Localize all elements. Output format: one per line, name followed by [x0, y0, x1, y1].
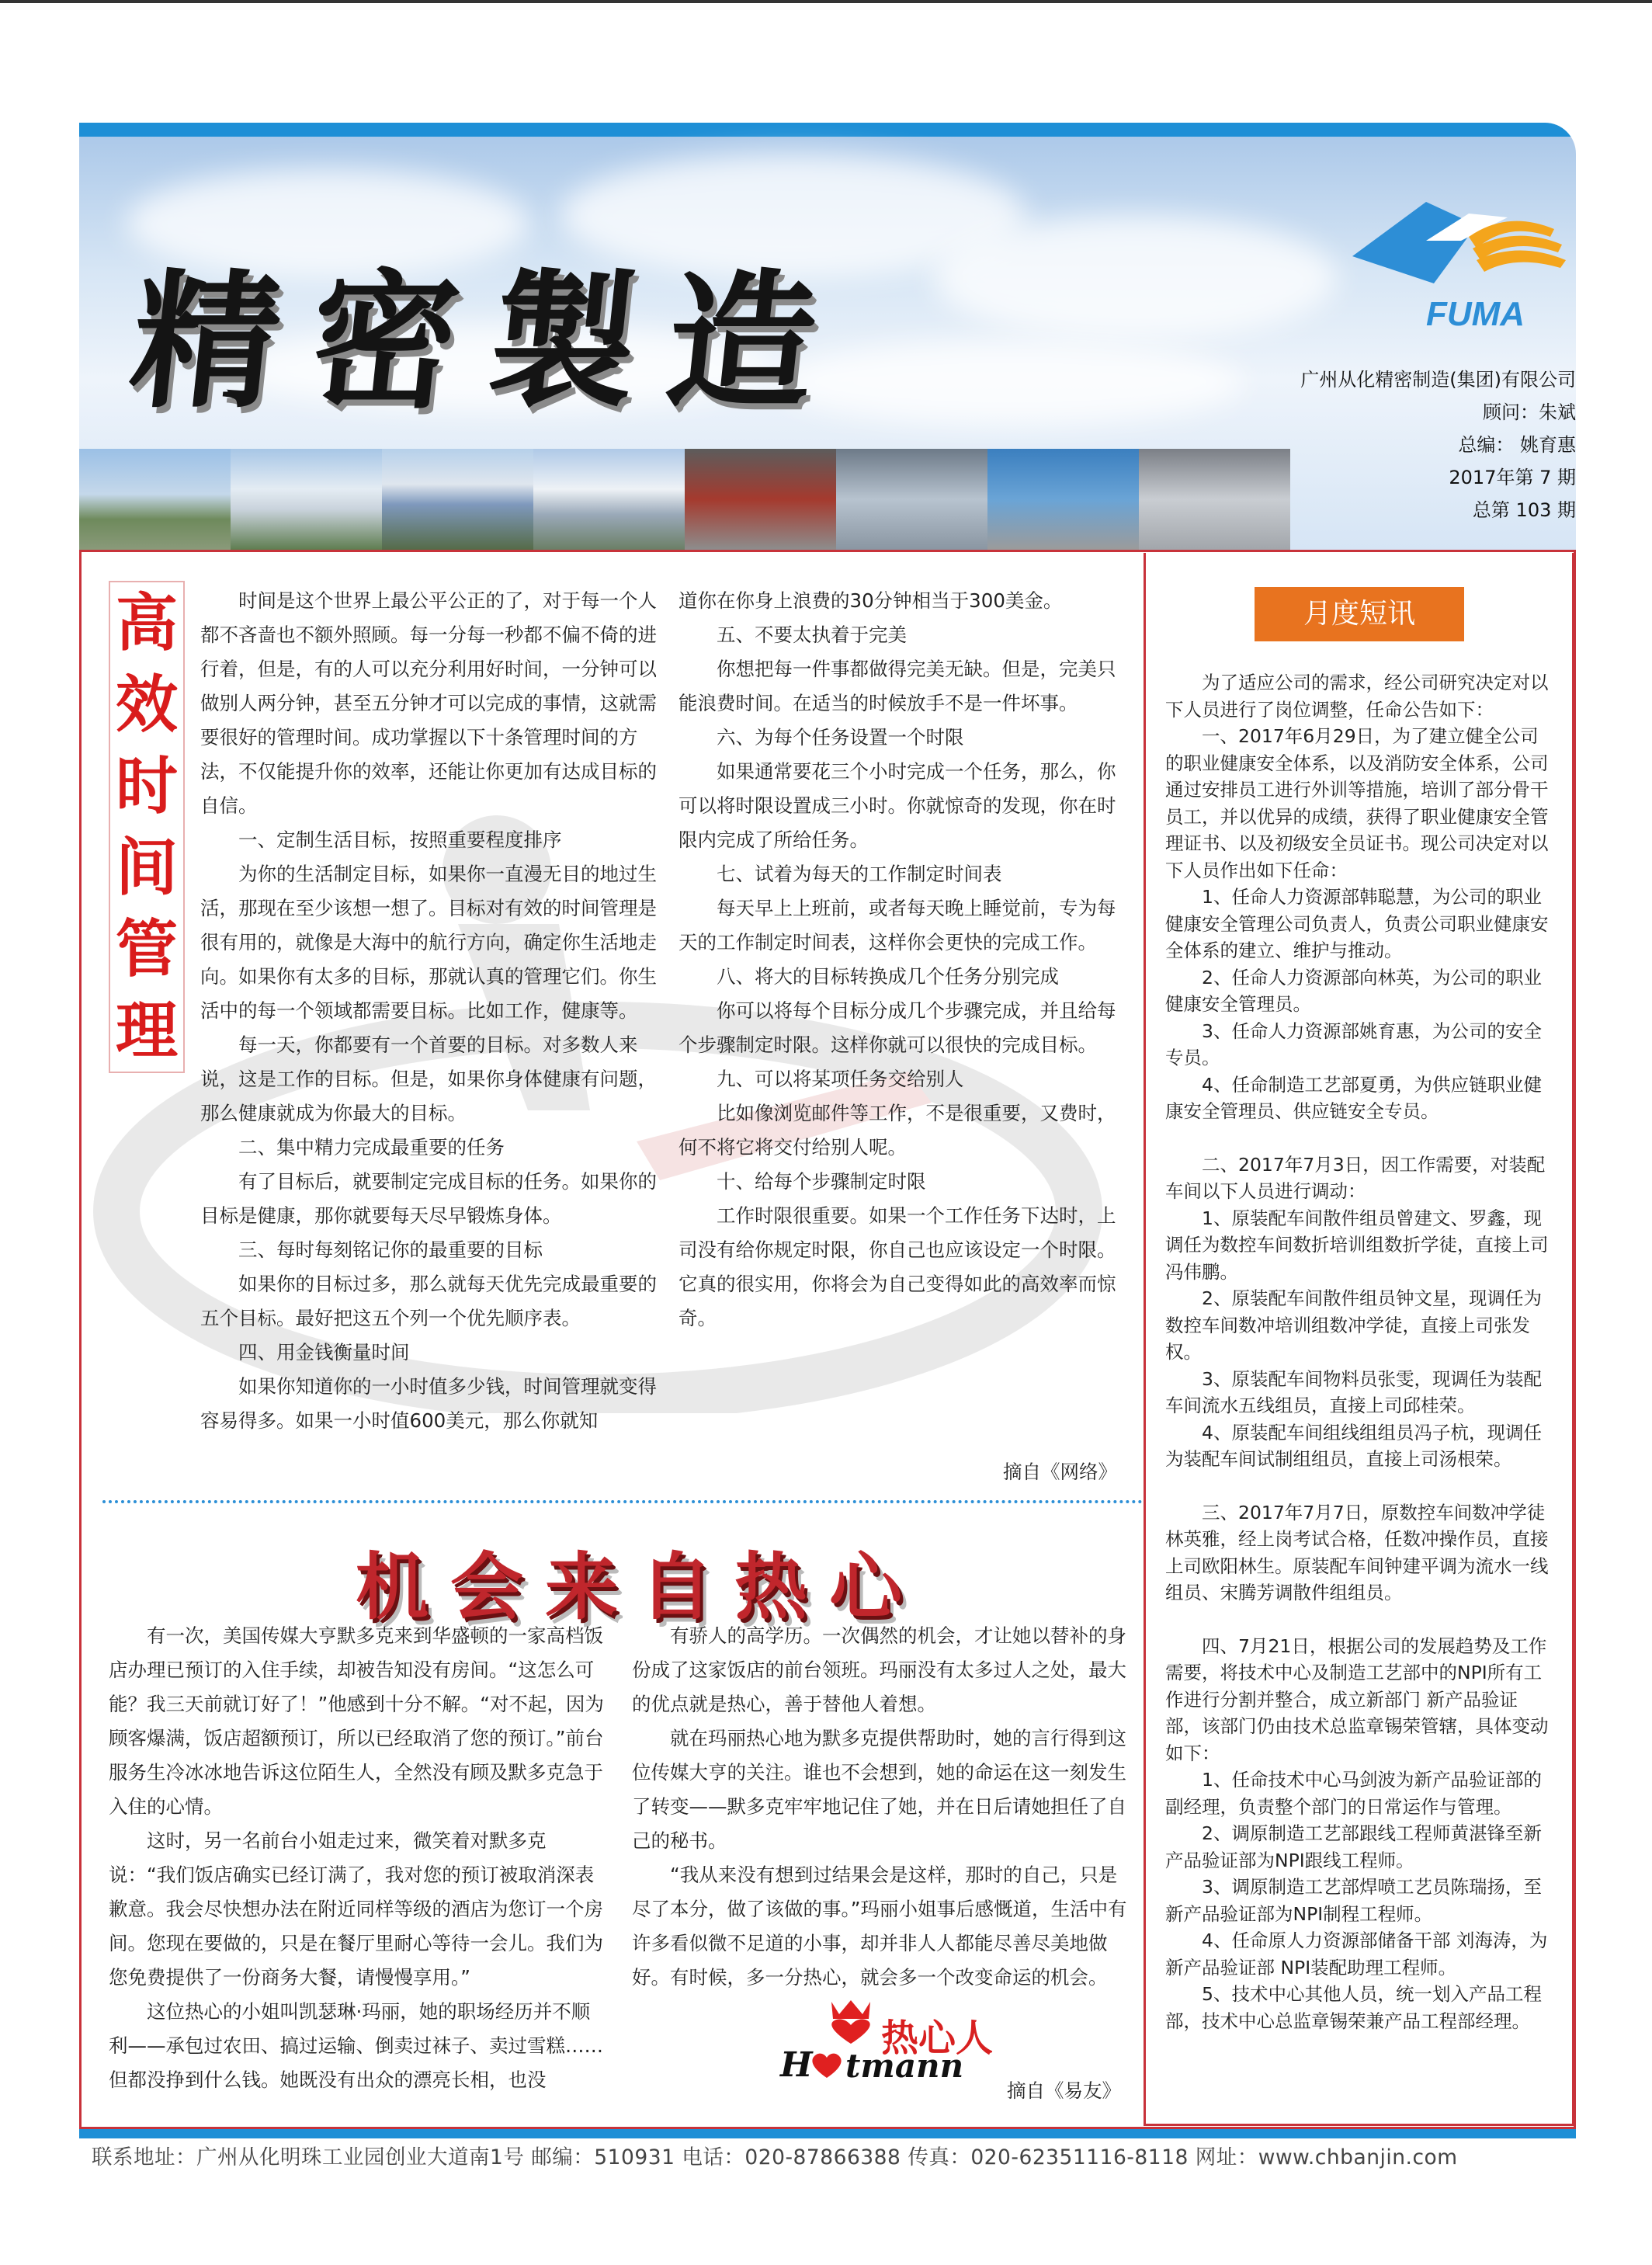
hotmann-logo-en: tmann [845, 2047, 964, 2085]
paragraph [1165, 1125, 1553, 1152]
paragraph: 有了目标后，就要制定完成目标的任务。如果你的目标是健康，那你就要每天尽早锻炼身体。 [200, 1170, 657, 1227]
paragraph [1165, 1473, 1553, 1499]
paragraph: 为你的生活制定目标，如果你一直漫无目的地过生活，那现在至少该想一想了。目标对有效的时间管理是很有用的，就像是大海中的航行方向，确定你生活地走向。如果你有太多的目标，那就认真的管理它们。你生活中的每一个领域都需要目标。比如工作，健康等。 [200, 863, 657, 1022]
article2-source: 摘自《易友》 [1007, 2079, 1121, 2102]
paragraph: 如果通常要花三个小时完成一个任务，那么，你可以将时限设置成三小时。你就惊奇的发现，你在时限内完成了所给任务。 [678, 760, 1116, 851]
monthly-news-sidebar [1144, 553, 1574, 2126]
company-name: 广州从化精密制造(集团)有限公司 [1300, 369, 1576, 391]
heart-icon [810, 2048, 844, 2079]
paragraph: 你可以将每个目标分成几个步骤完成，并且给每个步骤制定时限。这样你就可以很快的完成目标。 [678, 999, 1116, 1056]
paragraph: 3、任命人力资源部姚育惠，为公司的安全专员。 [1165, 1020, 1542, 1068]
advisor: 顾问：朱斌 [1483, 401, 1576, 423]
paragraph: 就在玛丽热心地为默多克提供帮助时，她的言行得到这位传媒大亨的关注。谁也不会想到，她的命运在这一刻发生了转变——默多克牢牢地记住了她，并在日后请她担任了自己的秘书。 [632, 1727, 1126, 1852]
section-heading: 一、定制生活目标，按照重要程度排序 [238, 829, 562, 851]
paragraph: 1、原装配车间散件组员曾建文、罗鑫，现调任为数控车间数折培训组数折学徒，直接上司冯伟鹏。 [1165, 1207, 1549, 1283]
paragraph: 2、原装配车间散件组员钟文星，现调任为数控车间数冲培训组数冲学徒，直接上司张发权。 [1165, 1287, 1542, 1363]
paragraph: 4、任命制造工艺部夏勇，为供应链职业健康安全管理员、供应链安全专员。 [1165, 1073, 1542, 1122]
paragraph: 时间是这个世界上最公平公正的了，对于每一个人都不吝啬也不额外照顾。每一分每一秒都不偏不倚的进行着，但是，有的人可以充分利用好时间，一分钟可以做别人两分钟，甚至五分钟才可以完成的事情，这就需要很好的管理时间。成功掌握以下十条管理时间的方法，不仅能提升你的效率，还能让你更加有达成目标的自信。 [200, 589, 657, 817]
hotmann-logo-cn: 热心人 [881, 2017, 994, 2060]
banner-accent-bar [79, 123, 1576, 137]
title-char: 高 [116, 586, 178, 659]
paragraph: 每天早上上班前，或者每天晚上睡觉前，专为每天的工作制定时间表，这样你会更快的完成工作。 [678, 897, 1116, 954]
crown-heart-icon [824, 1997, 878, 2045]
paragraph: 道你在你身上浪费的30分钟相当于300美金。 [678, 589, 1063, 612]
title-char: 效 [116, 668, 178, 741]
title-char: 管 [116, 912, 178, 985]
factory-photo-strip [79, 449, 1290, 550]
paragraph: 你想把每一件事都做得完美无缺。但是，完美只能浪费时间。在适当的时候放手不是一件坏事。 [678, 658, 1116, 714]
paragraph: 4、原装配车间组线组组员冯子杭，现调任为装配车间试制组组员，直接上司汤根荣。 [1165, 1421, 1542, 1470]
title-char: 理 [116, 994, 178, 1067]
factory-photo [685, 449, 836, 550]
paragraph: “我从来没有想到过结果会是这样，那时的自己，只是尽了本分，做了该做的事。”玛丽小姐事后感慨道，生活中有许多看似微不足道的小事，却并非人人都能尽善尽美地做好。有时候，多一分热心，就会多一个改变命运的机会。 [632, 1864, 1127, 1989]
paragraph: 有一次，美国传媒大亨默多克来到华盛顿的一家高档饭店办理已预订的入住手续，却被告知没有房间。“这怎么可能？我三天前就订好了！”他感到十分不解。“对不起，因为顾客爆满，饭店超额预订，所以已经取消了您的预订。”前台服务生冷冰冰地告诉这位陌生人，全然没有顾及默多克急于入住的心情。 [109, 1624, 604, 1818]
factory-photo [533, 449, 685, 550]
section-divider [102, 1500, 1143, 1503]
section-heading: 六、为每个任务设置一个时限 [717, 726, 964, 749]
paragraph: 一、2017年6月29日，为了建立健全公司的职业健康安全体系，以及消防安全体系，公司通过安排员工进行外训等措施，培训了部分骨干员工，并以优异的成绩，获得了职业健康安全管理证书、以及初级安全员证书。现公司决定对以下人员作出如下任命： [1165, 725, 1549, 881]
paragraph: 二、2017年7月3日，因工作需要，对装配车间以下人员进行调动： [1165, 1153, 1546, 1202]
paragraph: 这位热心的小姐叫凯瑟琳·玛丽，她的职场经历并不顺利——承包过农田、搞过运输、倒卖过袜子、卖过雪糕……但都没挣到什么钱。她既没有出众的漂亮长相，也没 [109, 2000, 603, 2091]
paragraph: 如果你知道你的一小时值多少钱，时间管理就变得容易得多。如果一小时值600美元，那么你就知 [200, 1375, 657, 1432]
factory-photo [231, 449, 382, 550]
paragraph: 5、技术中心其他人员，统一划入产品工程部，技术中心总监章锡荣兼产品工程部经理。 [1165, 1983, 1542, 2032]
paragraph: 2、任命人力资源部向林英，为公司的职业健康安全管理员。 [1165, 966, 1542, 1015]
article1-column-2 [678, 584, 1126, 1336]
section-heading: 七、试着为每天的工作制定时间表 [717, 863, 1002, 885]
paragraph: 比如像浏览邮件等工作，不是很重要，又费时，何不将它将交付给别人呢。 [678, 1102, 1116, 1159]
issue-number: 2017年第 7 期 [1449, 467, 1576, 488]
title-char: 时 [116, 749, 178, 822]
paragraph: 3、调原制造工艺部焊喷工艺员陈瑞扬，至新产品验证部为NPI制程工程师。 [1165, 1876, 1542, 1925]
article2-column-2 [632, 1619, 1129, 1995]
factory-photo [987, 449, 1139, 550]
paragraph: 工作时限很重要。如果一个工作任务下达时，上司没有给你规定时限，你自己也应该设定一个时限。它真的很实用，你将会为自己变得如此的高效率而惊奇。 [678, 1204, 1116, 1329]
masthead-banner [79, 123, 1576, 550]
total-issue-number: 总第 103 期 [1472, 499, 1576, 521]
paragraph: 有骄人的高学历。一次偶然的机会，才让她以替补的身份成了这家饭店的前台领班。玛丽没有太多过人之处，最大的优点就是热心，善于替他人着想。 [632, 1624, 1126, 1715]
section-heading: 五、不要太执着于完美 [717, 624, 907, 646]
masthead-title: 精密製造 [123, 255, 856, 428]
section-heading: 二、集中精力完成最重要的任务 [238, 1136, 505, 1159]
paragraph: 4、任命原人力资源部储备干部 刘海涛，为新产品验证部 NPI装配助理工程师。 [1165, 1930, 1548, 1978]
paragraph: 2、调原制造工艺部跟线工程师黄湛锋至新产品验证部为NPI跟线工程师。 [1165, 1822, 1542, 1871]
sidebar-title: 月度短讯 [1255, 587, 1464, 641]
chief-editor: 总编： 姚育惠 [1458, 434, 1576, 456]
paragraph: 1、任命技术中心马剑波为新产品验证部的副经理，负责整个部门的日常运作与管理。 [1165, 1769, 1542, 1818]
section-heading: 三、每时每刻铭记你的最重要的目标 [238, 1238, 543, 1261]
contact-footer: 联系地址：广州从化明珠工业园创业大道南1号 邮编：510931 电话：020-87866388 传真：020-62351116-8118 网址：www.chbanjin.com [92, 2145, 1458, 2169]
paragraph: 这时，另一名前台小姐走过来，微笑着对默多克说：“我们饭店确实已经订满了，我对您的预订被取消深表歉意。我会尽快想办法在附近同样等级的酒店为您订一个房间。您现在要做的，只是在餐厅里耐心等待一会儿。我们为您免费提供了一份商务大餐，请慢慢享用。” [109, 1829, 603, 1989]
sidebar-body [1165, 669, 1553, 2034]
factory-photo [836, 449, 987, 550]
paragraph [1165, 1607, 1553, 1633]
hotmann-logo [780, 1997, 998, 2083]
paragraph: 为了适应公司的需求，经公司研究决定对以下人员进行了岗位调整，任命公告如下： [1165, 672, 1549, 721]
section-heading: 八、将大的目标转换成几个任务分别完成 [717, 965, 1059, 988]
paragraph: 三、2017年7月7日，原数控车间数冲学徒林英雅，经上岗考试合格，任数冲操作员，直接上司欧阳林生。原装配车间钟建平调为流水一线组员、宋腾芳调散件组组员。 [1165, 1501, 1549, 1603]
masthead-info [1188, 363, 1576, 526]
factory-photo [79, 449, 231, 550]
hotmann-logo-h: H [780, 2045, 813, 2085]
paragraph: 3、原装配车间物料员张雯，现调任为装配车间流水五线组员，直接上司邱桂荣。 [1165, 1367, 1542, 1416]
title-char: 间 [116, 831, 178, 904]
paragraph: 如果你的目标过多，那么就每天优先完成最重要的五个目标。最好把这五个列一个优先顺序表。 [200, 1273, 657, 1329]
article1-source: 摘自《网络》 [1003, 1461, 1117, 1483]
article2-column-1 [109, 1619, 609, 2097]
article1-vertical-title [109, 581, 185, 1073]
top-border [0, 0, 1652, 3]
paragraph: 四、7月21日，根据公司的发展趋势及工作需要，将技术中心及制造工艺部中的NPI所有工作进行分割并整合，成立新部门 新产品验证部，该部门仍由技术总监章锡荣管辖，具体变动如下： [1165, 1634, 1549, 1764]
section-heading: 九、可以将某项任务交给别人 [717, 1068, 964, 1090]
paragraph: 1、任命人力资源部韩聪慧，为公司的职业健康安全管理公司负责人，负责公司职业健康安全体系的建立、维护与推动。 [1165, 886, 1549, 961]
paragraph: 每一天，你都要有一个首要的目标。对多数人来说，这是工作的目标。但是，如果你身体健康有问题，那么健康就成为你最大的目标。 [200, 1033, 657, 1124]
factory-photo [382, 449, 533, 550]
article2-title: 机会来自热心 [356, 1545, 925, 1630]
article1-column-1 [200, 584, 660, 1438]
bottom-accent-bar [79, 2129, 1576, 2138]
section-heading: 十、给每个步骤制定时限 [717, 1170, 926, 1193]
section-heading: 四、用金钱衡量时间 [238, 1341, 410, 1364]
logo-text: FUMA [1426, 295, 1525, 333]
